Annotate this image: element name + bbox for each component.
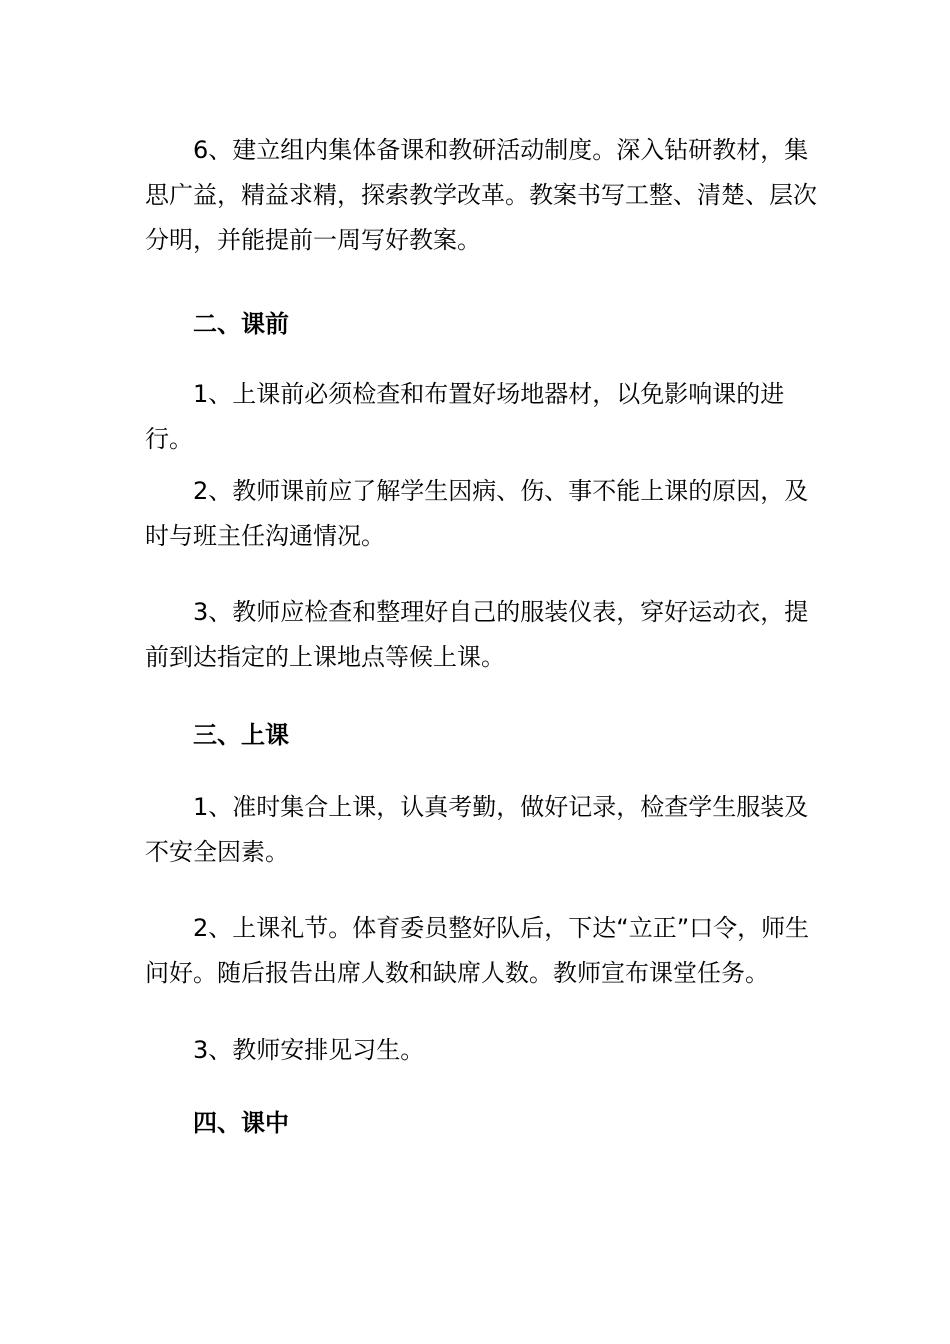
section-heading-before-class: 二、课前 xyxy=(193,310,289,338)
section-heading-mid-class: 四、课中 xyxy=(193,1109,289,1137)
paragraph-class-3: 3、教师安排见习生。 xyxy=(193,1036,425,1064)
paragraph-before-1: 1、上课前必须检查和布置好场地器材，以免影响课的进行。 xyxy=(145,380,785,453)
paragraph-item-6: 6、建立组内集体备课和教研活动制度。深入钻研教材，集思广益，精益求精，探索教学改革。教案书写工整、清楚、层次分明，并能提前一周写好教案。 xyxy=(145,136,817,254)
paragraph-class-2: 2、上课礼节。体育委员整好队后，下达“立正”口令，师生问好。随后报告出席人数和缺席人数。教师宣布课堂任务。 xyxy=(145,914,810,987)
paragraph-class-1: 1、准时集合上课，认真考勤，做好记录，检查学生服装及不安全因素。 xyxy=(145,793,809,866)
paragraph-before-3: 3、教师应检查和整理好自己的服装仪表，穿好运动衣，提前到达指定的上课地点等候上课。 xyxy=(145,598,809,671)
paragraph-before-2: 2、教师课前应了解学生因病、伤、事不能上课的原因，及时与班主任沟通情况。 xyxy=(145,477,809,550)
section-heading-in-class: 三、上课 xyxy=(193,721,289,749)
